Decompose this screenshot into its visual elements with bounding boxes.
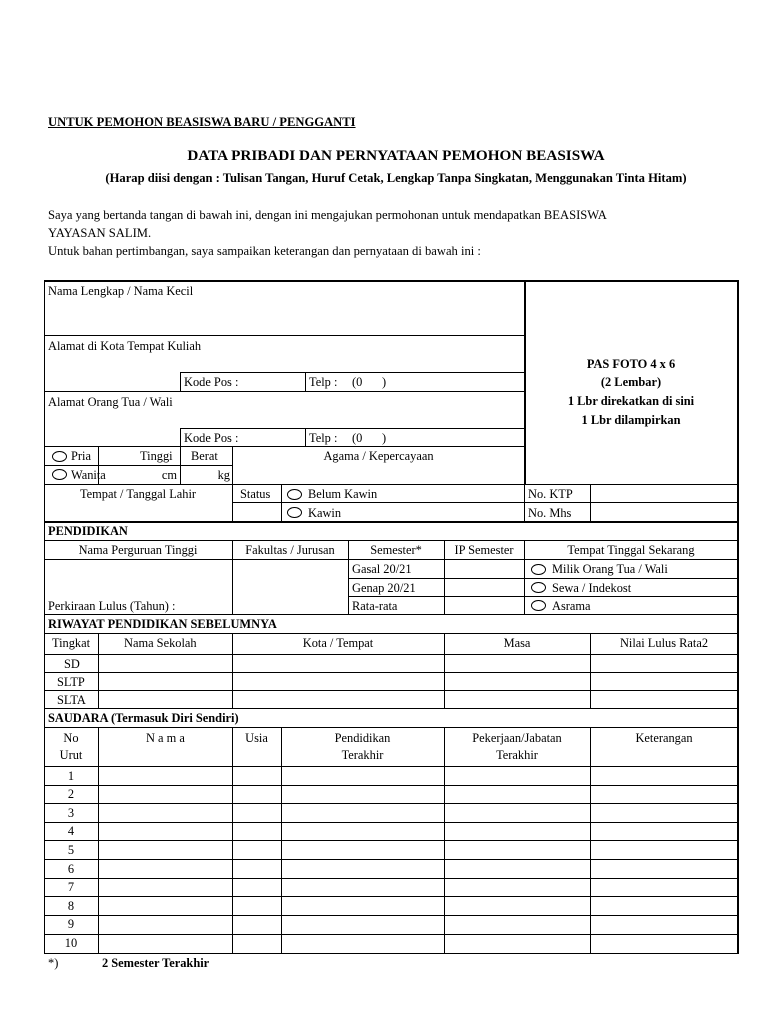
col-keterangan: Keterangan — [635, 731, 693, 745]
photo-box — [526, 282, 736, 483]
col-usia: Usia — [245, 731, 268, 745]
field-no-ktp[interactable] — [592, 486, 736, 501]
field-ip-gasal[interactable] — [446, 561, 522, 577]
label-alamat-kota: Alamat di Kota Tempat Kuliah — [48, 339, 202, 353]
field-alamat-ortu[interactable] — [46, 411, 522, 427]
field-nama-lengkap[interactable] — [46, 300, 522, 333]
row-slta: SLTA — [57, 693, 86, 707]
row-no-5: 5 — [67, 843, 75, 857]
field-no-mhs[interactable] — [592, 504, 736, 520]
label-no-mhs: No. Mhs — [528, 506, 572, 520]
col-perguruan-tinggi: Nama Perguruan Tinggi — [78, 543, 198, 557]
row-no-3: 3 — [67, 806, 75, 820]
radio-wanita[interactable] — [52, 469, 67, 480]
footnote-mark: *) — [48, 956, 59, 970]
col-pendidikan-2: Terakhir — [341, 748, 384, 762]
col-masa: Masa — [503, 636, 531, 650]
col-pekerjaan-2: Terakhir — [496, 748, 538, 762]
col-fakultas: Fakultas / Jurusan — [245, 543, 335, 557]
intro-line-1: Saya yang bertanda tangan di bawah ini, dengan ini mengajukan permohonan untuk mendapatkan BEASISWA — [48, 208, 607, 222]
photo-line-3: 1 Lbr direkatkan di sini — [567, 394, 695, 408]
row-no-10: 10 — [64, 936, 78, 950]
col-no: No — [63, 731, 79, 745]
section-pendidikan: PENDIDIKAN — [48, 524, 128, 538]
field-alamat-kota[interactable] — [46, 355, 522, 371]
telp-prefix-2: (0 — [352, 431, 363, 445]
photo-line-1: PAS FOTO 4 x 6 — [586, 357, 676, 371]
col-nilai-lulus: Nilai Lulus Rata2 — [619, 636, 709, 650]
label-sewa: Sewa / Indekost — [552, 581, 632, 595]
col-semester: Semester* — [370, 543, 422, 557]
row-no-2: 2 — [67, 787, 75, 801]
radio-kawin[interactable] — [287, 507, 302, 518]
intro-line-2: YAYASAN SALIM. — [48, 226, 152, 240]
label-ttl: Tempat / Tanggal Lahir — [79, 487, 197, 501]
label-perkiraan-lulus: Perkiraan Lulus (Tahun) : — [48, 599, 176, 613]
label-no-ktp: No. KTP — [528, 487, 573, 501]
label-pria: Pria — [71, 449, 91, 463]
col-pendidikan: Pendidikan — [334, 731, 391, 745]
field-ip-rata[interactable] — [446, 598, 522, 613]
col-ip-semester: IP Semester — [454, 543, 514, 557]
label-status: Status — [240, 487, 271, 501]
label-gasal: Gasal 20/21 — [352, 562, 412, 576]
unit-kg: kg — [217, 468, 230, 482]
label-telp-2: Telp : — [309, 431, 338, 445]
unit-cm: cm — [161, 468, 177, 482]
row-no-1: 1 — [67, 769, 75, 783]
col-kota-tempat: Kota / Tempat — [302, 636, 374, 650]
col-tingkat: Tingkat — [51, 636, 91, 650]
radio-sewa[interactable] — [531, 582, 546, 593]
label-belum-kawin: Belum Kawin — [308, 487, 378, 501]
page-subtitle: (Harap diisi dengan : Tulisan Tangan, Huruf Cetak, Lengkap Tanpa Singkatan, Menggunakan Tinta Hitam) — [105, 171, 687, 185]
label-tinggi: Tinggi — [140, 449, 173, 463]
label-kawin: Kawin — [308, 506, 342, 520]
field-ip-genap[interactable] — [446, 580, 522, 595]
label-asrama: Asrama — [552, 599, 591, 613]
telp-prefix-1: (0 — [352, 375, 363, 389]
col-urut: Urut — [59, 748, 83, 762]
label-berat: Berat — [191, 449, 218, 463]
form-category: UNTUK PEMOHON BEASISWA BARU / PENGGANTI — [48, 115, 356, 129]
row-sltp: SLTP — [57, 675, 85, 689]
footnote-text: 2 Semester Terakhir — [102, 956, 210, 970]
field-ttl[interactable] — [46, 503, 230, 520]
label-nama-lengkap: Nama Lengkap / Nama Kecil — [48, 284, 194, 298]
row-no-7: 7 — [67, 880, 75, 894]
label-milik-ortu: Milik Orang Tua / Wali — [552, 562, 668, 576]
radio-belum-kawin[interactable] — [287, 489, 302, 500]
field-agama[interactable] — [234, 466, 522, 483]
telp-close-1: ) — [382, 375, 387, 389]
label-genap: Genap 20/21 — [352, 581, 416, 595]
section-riwayat: RIWAYAT PENDIDIKAN SEBELUMNYA — [48, 617, 277, 631]
label-rata-rata: Rata-rata — [352, 599, 398, 613]
col-nama: N a m a — [146, 731, 185, 745]
section-saudara: SAUDARA (Termasuk Diri Sendiri) — [48, 711, 239, 725]
intro-line-3: Untuk bahan pertimbangan, saya sampaikan keterangan dan pernyataan di bawah ini : — [48, 244, 481, 258]
telp-close-2: ) — [382, 431, 387, 445]
field-fakultas[interactable] — [234, 561, 346, 613]
label-kode-pos-2: Kode Pos : — [184, 431, 239, 445]
photo-line-2: (2 Lembar) — [600, 375, 662, 389]
col-nama-sekolah: Nama Sekolah — [124, 636, 197, 650]
field-perguruan-tinggi[interactable] — [46, 561, 230, 597]
label-wanita: Wanita — [71, 468, 106, 482]
label-kode-pos-1: Kode Pos : — [184, 375, 239, 389]
row-no-9: 9 — [67, 917, 75, 931]
page-title: DATA PRIBADI DAN PERNYATAAN PEMOHON BEASISWA — [187, 147, 605, 164]
radio-pria[interactable] — [52, 451, 67, 462]
row-no-8: 8 — [67, 899, 75, 913]
col-pekerjaan: Pekerjaan/Jabatan — [472, 731, 562, 745]
row-no-4: 4 — [67, 824, 75, 838]
radio-milik-ortu[interactable] — [531, 564, 546, 575]
label-agama: Agama / Kepercayaan — [323, 449, 434, 463]
col-tempat-tinggal: Tempat Tinggal Sekarang — [567, 543, 695, 557]
radio-asrama[interactable] — [531, 600, 546, 611]
row-no-6: 6 — [67, 862, 75, 876]
row-sd: SD — [64, 657, 80, 671]
label-telp-1: Telp : — [309, 375, 338, 389]
photo-line-4: 1 Lbr dilampirkan — [581, 413, 681, 427]
label-alamat-ortu: Alamat Orang Tua / Wali — [48, 395, 173, 409]
